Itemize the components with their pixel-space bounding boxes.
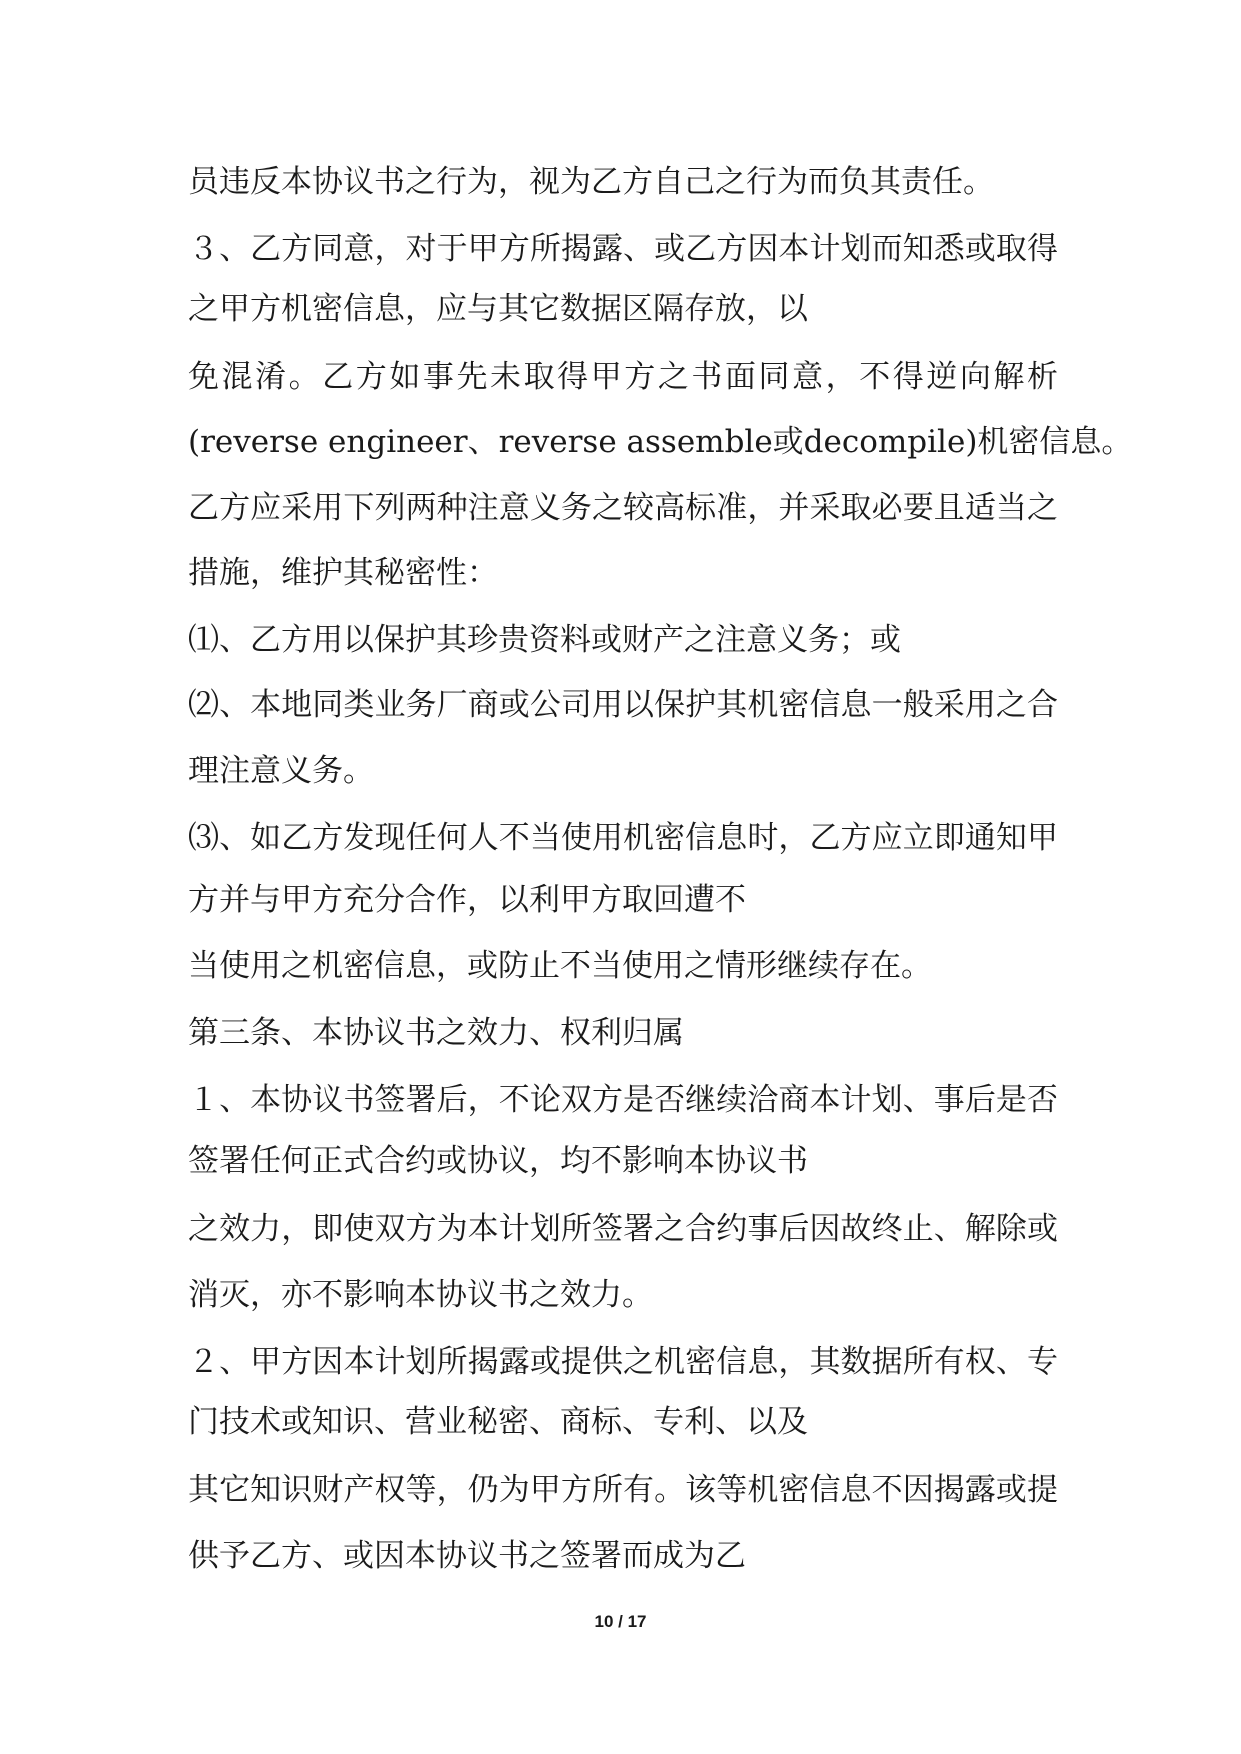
text-line: 其它知识财产权等，仍为甲方所有。该等机密信息不因揭露或提 [188,1472,1058,1508]
text-line: １、本协议书签署后，不论双方是否继续洽商本计划、事后是否 [188,1082,1058,1118]
text-line: ⑶、如乙方发现任何人不当使用机密信息时，乙方应立即通知甲 [188,820,1058,856]
text-line: 之效力，即使双方为本计划所签署之合约事后因故终止、解除或 [188,1211,1058,1247]
text-line: 当使用之机密信息，或防止不当使用之情形继续存在。 [188,948,932,984]
text-line: 乙方应采用下列两种注意义务之较高标准，并采取必要且适当之 [188,490,1058,526]
text-line: 供予乙方、或因本协议书之签署而成为乙 [188,1538,746,1574]
text-line: ⑵、本地同类业务厂商或公司用以保护其机密信息一般采用之合 [188,687,1058,723]
text-line: 员违反本协议书之行为，视为乙方自己之行为而负其责任。 [188,164,994,200]
text-line: 理注意义务。 [188,753,374,789]
text-line: ⑴、乙方用以保护其珍贵资料或财产之注意义务；或 [188,622,901,658]
text-line: 门技术或知识、营业秘密、商标、专利、以及 [188,1404,808,1440]
text-line: 之甲方机密信息，应与其它数据区隔存放，以 [188,291,808,327]
text-line: ３、乙方同意，对于甲方所揭露、或乙方因本计划而知悉或取得 [188,231,1058,267]
text-line: 措施，维护其秘密性： [188,555,498,591]
section-heading: 第三条、本协议书之效力、权利归属 [188,1015,684,1051]
text-line: ２、甲方因本计划所揭露或提供之机密信息，其数据所有权、专 [188,1344,1058,1380]
text-line: (reverse engineer、reverse assemble或decompile)机密信息。 [188,424,1133,460]
text-line: 签署任何正式合约或协议，均不影响本协议书 [188,1143,808,1179]
text-line: 免混淆。乙方如事先未取得甲方之书面同意，不得逆向解析 [188,359,1058,395]
text-line: 消灭，亦不影响本协议书之效力。 [188,1277,653,1313]
text-line: 方并与甲方充分合作，以利甲方取回遭不 [188,882,746,918]
page-number: 10 / 17 [594,1612,647,1631]
